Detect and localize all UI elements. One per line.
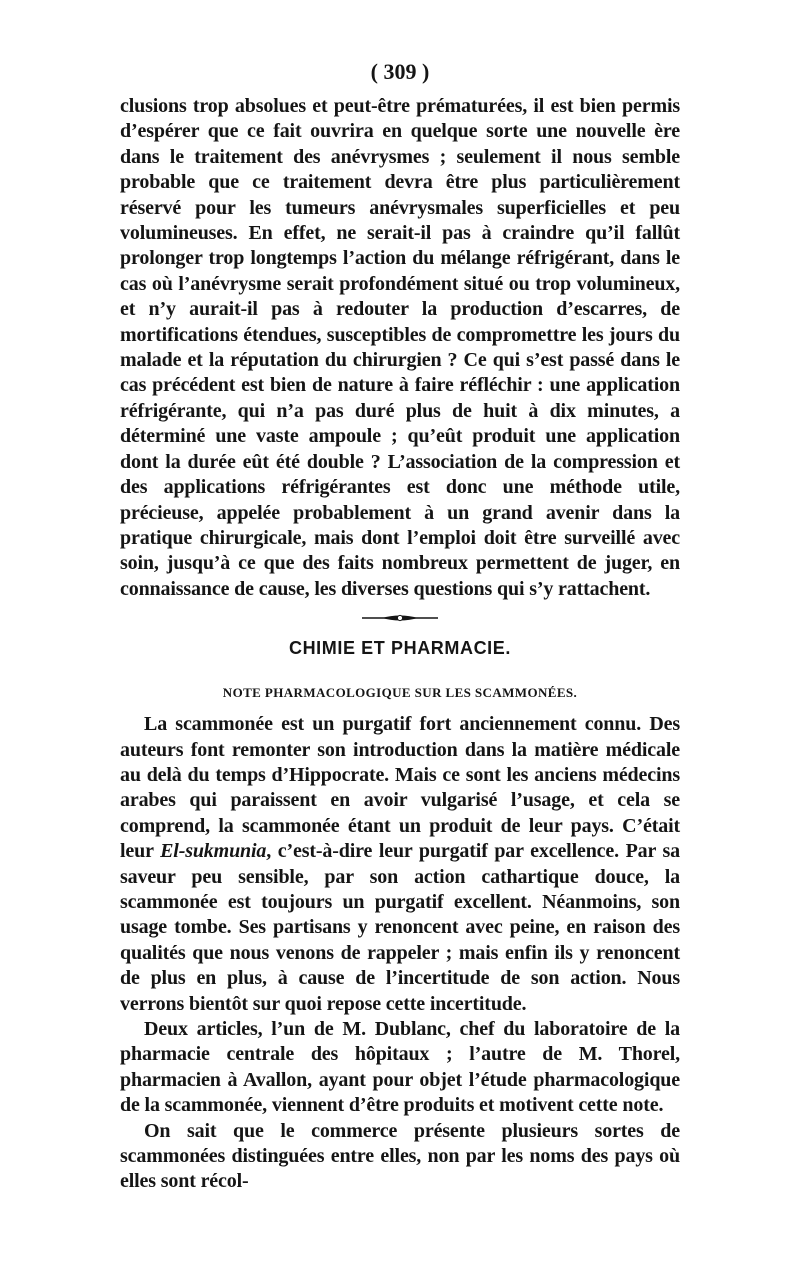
paragraph-text-before: La scammonée est un purgatif fort anciennement connu. Des auteurs font remonter son introduction dans la matière médicale au delà du temps d’Hippocrate. Mais ce sont les anciens médecins arabes qui paraissent en avoir vulgarisé l’usage, et cela se comprend, la scammonée étant un produit de leur pays. C’était leur <box>120 713 680 863</box>
book-page <box>120 58 680 1195</box>
italic-term: El-sukmunia <box>160 840 267 863</box>
paragraph-text-after: , c’est-à-dire leur purgatif par excellence. Par sa saveur peu sensible, par son action cathartique douce, la scammonée est toujours un purgatif excellent. Néanmoins, son usage tombe. Ses partisans y renoncent avec peine, en raison des qualités que nous venons de rappeler ; mais enfin ils y renoncent de plus en plus, à cause de l’incertitude de son action. Nous verrons bientôt sur quoi repose cette incertitude. <box>120 840 680 1015</box>
ornament-rule-icon <box>360 614 440 622</box>
section-title: CHIMIE ET PHARMACIE. <box>288 638 511 659</box>
subsection-title: NOTE PHARMACOLOGIQUE SUR LES SCAMMONÉES. <box>222 685 578 701</box>
paragraph-commerce: On sait que le commerce présente plusieurs sortes de scammonées distinguées entre elles, non par les noms des pays où elles sont récol- <box>120 1119 680 1193</box>
paragraph-articles: Deux articles, l’un de M. Dublanc, chef du laboratoire de la pharmacie centrale des hôpitaux ; l’autre de M. Thorel, pharmacien à Avallon, ayant pour objet l’étude pharmacologique de la scammonée, viennent d’être produits et motivent cette note. <box>120 1018 680 1117</box>
paragraph-scammony-history <box>120 712 680 1017</box>
section-divider <box>120 614 680 622</box>
paragraph-aneurysm-conclusion: clusions trop absolues et peut-être prématurées, il est bien permis d’espérer que ce fait ouvrira en quelque sorte une nouvelle ère dans le traitement des anévrysmes ; seulement il nous semble probable que ce traitement devra être plus particulièrement réservé pour les tumeurs anévrysmales superficielles et peu volumineuses. En effet, ne serait-il pas à craindre qu’il fallût prolonger trop longtemps l’action du mélange réfrigérant, dans le cas où l’anévrysme serait profondément situé ou trop volumineux, et n’y aurait-il pas à redouter la production d’escarres, de mortifications étendues, susceptibles de compromettre les jours du malade et la réputation du chirurgien ? Ce qui s’est passé dans le cas précédent est bien de nature à faire réfléchir : une application réfrigérante, qui n’a pas duré plus de huit à dix minutes, a déterminé une vaste ampoule ; qu’eût produit une application dont la durée eût été double ? L’association de la compression et des applications réfrigérantes est donc une méthode utile, précieuse, appelée probablement à un grand avenir dans la pratique chirurgicale, mais dont l’emploi doit être surveillé avec soin, jusqu’à ce que des faits nombreux permettent de juger, en connaissance de cause, les diverses questions qui s’y rattachent. <box>120 95 680 600</box>
page-number: ( 309 ) <box>370 59 430 84</box>
